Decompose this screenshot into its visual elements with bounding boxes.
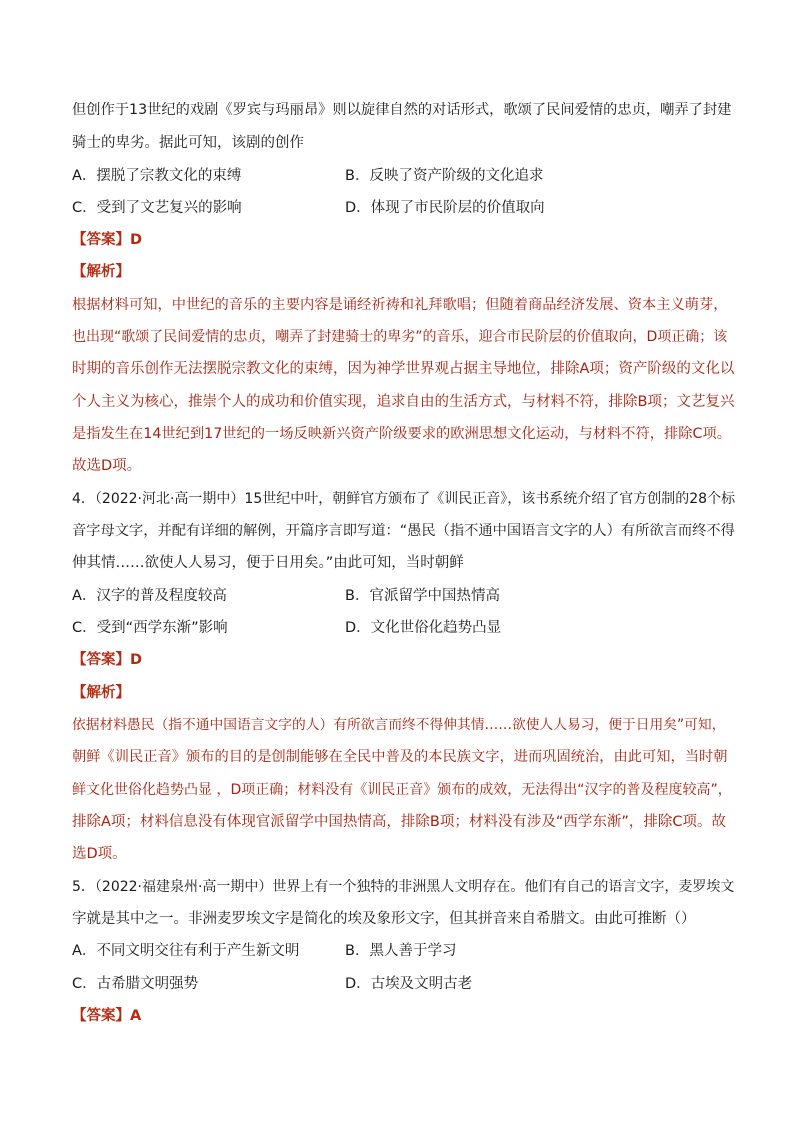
q4-stem-line-1: 4．（2022·河北·高一期中）15世纪中叶，朝鲜官方颁布了《训民正音》，该书系统介绍了官方创制的28个标 [72, 491, 736, 507]
q5-stem-line-2: 字就是其中之一。非洲麦罗埃文字是简化的埃及象形文字，但其拼音来自希腊文。由此可推断（） [72, 911, 696, 927]
q4-analysis-line-2: 朝鲜《训民正音》颁布的目的是创制能够在全民中普及的本民族文字，进而巩固统治，由此可知，当时朝 [72, 749, 728, 765]
q5-answer-tag: 【答案】 [72, 1008, 130, 1024]
q3-option-a: A．摆脱了宗教文化的束缚 [72, 168, 242, 184]
q4-analysis-line-3: 鲜文化世俗化趋势凸显 ，D项正确；材料没有《训民正音》颁布的成效，无法得出“汉字的普及程度较高”， [72, 782, 732, 798]
q3-analysis-line-6: 故选D项。 [72, 458, 142, 474]
q4-answer-value: D [130, 652, 143, 668]
q4-answer [72, 650, 736, 670]
q5-option-a: A．不同文明交往有利于产生新文明 [72, 943, 300, 959]
q3-analysis-heading [72, 262, 736, 282]
q3-analysis-line-3: 时期的音乐创作无法摆脱宗教文化的束缚，因为神学世界观占据主导地位，排除A项；资产阶级的文化以 [72, 361, 735, 377]
q4-answer-tag: 【答案】 [72, 652, 130, 668]
q3-analysis-line-1: 根据材料可知，中世纪的音乐的主要内容是诵经祈祷和礼拜歌唱；但随着商品经济发展、资本主义萌芽， [72, 297, 728, 313]
q3-option-b: B．反映了资产阶级的文化追求 [345, 168, 544, 184]
q4-option-d: D．文化世俗化趋势凸显 [345, 620, 502, 636]
q4-option-c: C．受到“西学东渐”影响 [72, 620, 228, 636]
q3-analysis-line-2: 也出现“歌颂了民间爱情的忠贞，嘲弄了封建骑士的卑劣”的音乐，迎合市民阶层的价值取向，D项正确；该 [72, 329, 728, 345]
q5-stem-line-1: 5．（2022·福建泉州·高一期中）世界上有一个独特的非洲黑人文明存在。他们有自己的语言文字，麦罗埃文 [72, 879, 735, 895]
q4-analysis-line-5: 选D项。 [72, 846, 127, 862]
q5-answer-value: A [130, 1008, 142, 1024]
q5-option-c: C．古希腊文明强势 [72, 976, 199, 992]
q3-analysis-line-4: 个人主义为核心，推崇个人的成功和价值实现，追求自由的生活方式，与材料不符，排除B项；文艺复兴 [72, 394, 735, 410]
q4-analysis-line-4: 排除A项；材料信息没有体现官派留学中国热情高，排除B项；材料没有涉及“西学东渐”，排除C项。故 [72, 814, 727, 830]
q5-option-d: D．古埃及文明古老 [345, 976, 473, 992]
q5-answer [72, 1006, 736, 1026]
q3-stem-line-1: 但创作于13世纪的戏剧《罗宾与玛丽昂》则以旋律自然的对话形式，歌颂了民间爱情的忠贞，嘲弄了封建 [72, 102, 732, 118]
q4-analysis-line-1: 依据材料愚民（指不通中国语言文字的人）有所欲言而终不得伸其情……欲使人人易习，便于日用矣”可知， [72, 717, 726, 733]
q3-option-d: D．体现了市民阶层的价值取向 [345, 200, 545, 216]
q3-answer [72, 230, 736, 250]
q4-analysis-heading [72, 683, 736, 703]
q3-answer-tag: 【答案】 [72, 232, 130, 248]
q3-analysis-tag: 【解析】 [72, 264, 130, 280]
q5-option-b: B．黑人善于学习 [345, 943, 457, 959]
q3-option-c: C．受到了文艺复兴的影响 [72, 200, 242, 216]
q3-analysis-line-5: 是指发生在14世纪到17世纪的一场反映新兴资产阶级要求的欧洲思想文化运动，与材料不符，排除C项。 [72, 426, 731, 442]
q3-answer-value: D [130, 232, 143, 248]
q4-stem-line-2: 音字母文字，并配有详细的解例，开篇序言即写道：“愚民（指不通中国语言文字的人）有所欲言而终不得 [72, 523, 735, 539]
q4-analysis-tag: 【解析】 [72, 685, 130, 701]
q4-stem-line-3: 伸其情……欲使人人易习，便于日用矣。”由此可知，当时朝鲜 [72, 555, 464, 571]
q3-stem-line-2: 骑士的卑劣。据此可知，该剧的创作 [72, 135, 304, 151]
q4-option-b: B．官派留学中国热情高 [345, 588, 500, 604]
q4-option-a: A．汉字的普及程度较高 [72, 588, 227, 604]
